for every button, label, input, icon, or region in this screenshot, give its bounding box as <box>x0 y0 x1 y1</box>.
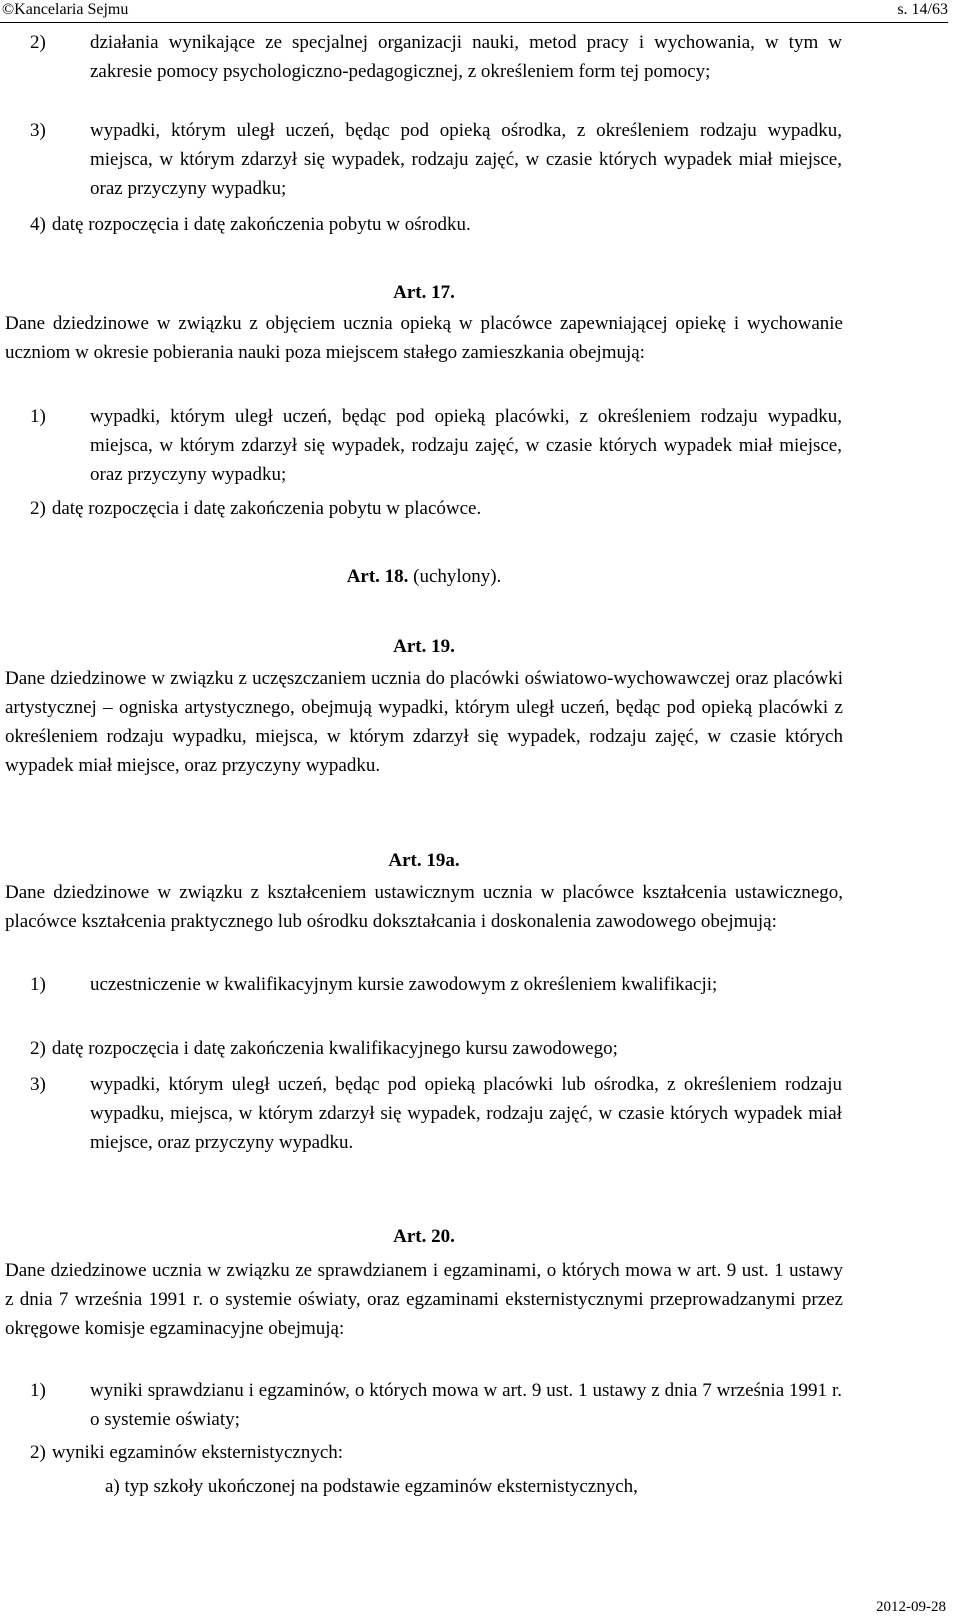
article-heading-17: Art. 17. <box>393 282 455 303</box>
article-19-text: Dane dziedzinowe w związku z uczęszczaniem ucznia do placówki oświatowo-wychowawczej oraz placówki artystycznej – ogniska artystycznego, obejmują wypadki, którym uległ uczeń, będąc pod opieką placówki z określeniem rodzaju wypadku, miejsca, w którym zdarzył się wypadek, rodzaju zajęć, w czasie których wypadek miał miejsce, oraz przyczyny wypadku. <box>5 668 843 776</box>
header-source: ©Kancelaria Sejmu <box>2 1 129 18</box>
list-item-text: datę rozpoczęcia i datę zakończenia pobytu w placówce. <box>51 498 482 519</box>
header-rule <box>0 22 948 23</box>
article-heading-20: Art. 20. <box>393 1226 455 1247</box>
list-item-number: 2) <box>30 1038 46 1059</box>
article-17-intro: Dane dziedzinowe w związku z objęciem ucznia opieką w placówce zapewniającej opiekę i wychowanie uczniom w okresie pobierania nauki poza miejscem stałego zamieszkania obejmują: <box>5 313 843 363</box>
list-item-number: 2) <box>30 498 46 519</box>
list-item-number: 1) <box>30 974 46 995</box>
article-heading-19a: Art. 19a. <box>388 850 460 871</box>
list-item-text: wypadki, którym uległ uczeń, będąc pod opieką placówki lub ośrodka, z określeniem rodzaju wypadku, miejsca, w którym zdarzył się wypadek, rodzaju zajęć, w czasie których wypadek miał miejsce, oraz przyczyny wypadku. <box>90 1074 842 1153</box>
article-18-note: (uchylony). <box>413 566 502 587</box>
list-item <box>30 970 842 999</box>
list-item <box>30 1376 842 1434</box>
list-item-text: wyniki sprawdzianu i egzaminów, o których mowa w art. 9 ust. 1 ustawy z dnia 7 września 1991 r. o systemie oświaty; <box>90 1380 842 1430</box>
article-heading-18 <box>0 562 848 591</box>
list-item-number: 3) <box>30 120 46 141</box>
list-item <box>30 116 842 203</box>
article-heading-19: Art. 19. <box>393 636 455 657</box>
article-20-intro: Dane dziedzinowe ucznia w związku ze sprawdzianem i egzaminami, o których mowa w art. 9 ust. 1 ustawy z dnia 7 września 1991 r. o systemie oświaty, oraz egzaminami eksternistycznymi przeprowadzanymi przez okręgowe komisje egzaminacyjne obejmują: <box>5 1260 843 1339</box>
list-item-text: wypadki, którym uległ uczeń, będąc pod opieką ośrodka, z określeniem rodzaju wypadku, miejsca, w którym zdarzył się wypadek, rodzaju zajęć, w czasie których wypadek miał miejsce, oraz przyczyny wypadku; <box>90 120 842 199</box>
list-item-text: datę rozpoczęcia i datę zakończenia kwalifikacyjnego kursu zawodowego; <box>51 1038 618 1059</box>
list-item-number: 1) <box>30 1380 46 1401</box>
list-item <box>30 494 842 523</box>
list-item-text: wypadki, którym uległ uczeń, będąc pod opieką placówki, z określeniem rodzaju wypadku, miejsca, w którym zdarzył się wypadek, rodzaju zajęć, w czasie których wypadek miał miejsce, oraz przyczyny wypadku; <box>90 406 842 485</box>
article-18-title: Art. 18. <box>346 566 409 587</box>
list-item-text: wyniki egzaminów eksternistycznych: <box>51 1442 344 1463</box>
article-19a-intro: Dane dziedzinowe w związku z kształceniem ustawicznym ucznia w placówce kształcenia ustawicznego, placówce kształcenia praktycznego lub ośrodku dokształcania i doskonalenia zawodowego obejmują: <box>5 882 843 932</box>
list-item <box>30 210 842 239</box>
list-item <box>30 402 842 489</box>
list-item-text: uczestniczenie w kwalifikacyjnym kursie zawodowym z określeniem kwalifikacji; <box>90 974 718 995</box>
list-item <box>30 1070 842 1157</box>
list-item <box>30 28 842 86</box>
sub-list-item: a) typ szkoły ukończonej na podstawie egzaminów eksternistycznych, <box>105 1476 638 1497</box>
list-item-number: 1) <box>30 406 46 427</box>
footer-date: 2012-09-28 <box>876 1599 946 1615</box>
list-item-number: 3) <box>30 1074 46 1095</box>
list-item-number: 4) <box>30 214 46 235</box>
list-item <box>30 1438 842 1467</box>
list-item-text: działania wynikające ze specjalnej organizacji nauki, metod pracy i wychowania, w tym w zakresie pomocy psychologiczno-pedagogicznej, z określeniem form tej pomocy; <box>90 32 842 82</box>
list-item-text: datę rozpoczęcia i datę zakończenia pobytu w ośrodku. <box>51 214 471 235</box>
header-page-number: s. 14/63 <box>897 1 948 18</box>
list-item-number: 2) <box>30 32 46 53</box>
list-item <box>30 1034 842 1063</box>
list-item-number: 2) <box>30 1442 46 1463</box>
